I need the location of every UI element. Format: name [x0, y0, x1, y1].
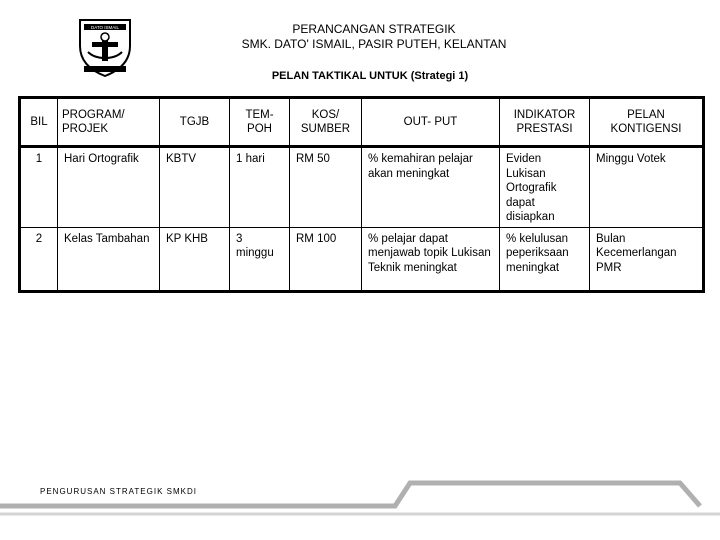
table-cell: KP KHB — [160, 227, 230, 291]
table-cell: % pelajar dapat menjawab topik Lukisan Teknik meningkat — [362, 227, 500, 291]
table-cell: Bulan Kecemerlangan PMR — [590, 227, 704, 291]
column-header-kos: KOS/ SUMBER — [290, 98, 362, 147]
column-header-output: OUT- PUT — [362, 98, 500, 147]
table-cell: RM 100 — [290, 227, 362, 291]
table-cell: % kemahiran pelajar akan meningkat — [362, 147, 500, 228]
table-cell: RM 50 — [290, 147, 362, 228]
tactical-plan-table — [18, 96, 705, 293]
table-row — [20, 147, 704, 228]
table-cell: % kelulusan peperiksaan meningkat — [500, 227, 590, 291]
svg-text:DATO ISMAIL: DATO ISMAIL — [90, 25, 120, 30]
school-name: SMK. DATO' ISMAIL, PASIR PUTEH, KELANTAN — [241, 37, 507, 51]
column-header-pelan: PELAN KONTIGENSI — [590, 98, 704, 147]
table-row — [20, 227, 704, 291]
school-crest-logo — [74, 16, 136, 78]
table-cell: Hari Ortografik — [58, 147, 160, 228]
table-cell: 3 minggu — [230, 227, 290, 291]
table-cell: 1 hari — [230, 147, 290, 228]
column-header-tempoh: TEM- POH — [230, 98, 290, 147]
plan-subtitle: PELAN TAKTIKAL UNTUK (Strategi 1) — [271, 70, 469, 82]
table-header-row — [20, 98, 704, 147]
table-cell: KBTV — [160, 147, 230, 228]
footer-decoration — [0, 478, 720, 518]
column-header-bil: BIL — [20, 98, 58, 147]
footer-text: PENGURUSAN STRATEGIK SMKDI — [40, 487, 197, 496]
column-header-indikator: INDIKATOR PRESTASI — [500, 98, 590, 147]
table-cell: Minggu Votek — [590, 147, 704, 228]
table-cell: 1 — [20, 147, 58, 228]
column-header-program: PROGRAM/ PROJEK — [58, 98, 160, 147]
document-title: PERANCANGAN STRATEGIK — [292, 22, 456, 36]
table-cell: Eviden Lukisan Ortografik dapat disiapkan — [500, 147, 590, 228]
table-cell: Kelas Tambahan — [58, 227, 160, 291]
table-cell: 2 — [20, 227, 58, 291]
column-header-tgjb: TGJB — [160, 98, 230, 147]
